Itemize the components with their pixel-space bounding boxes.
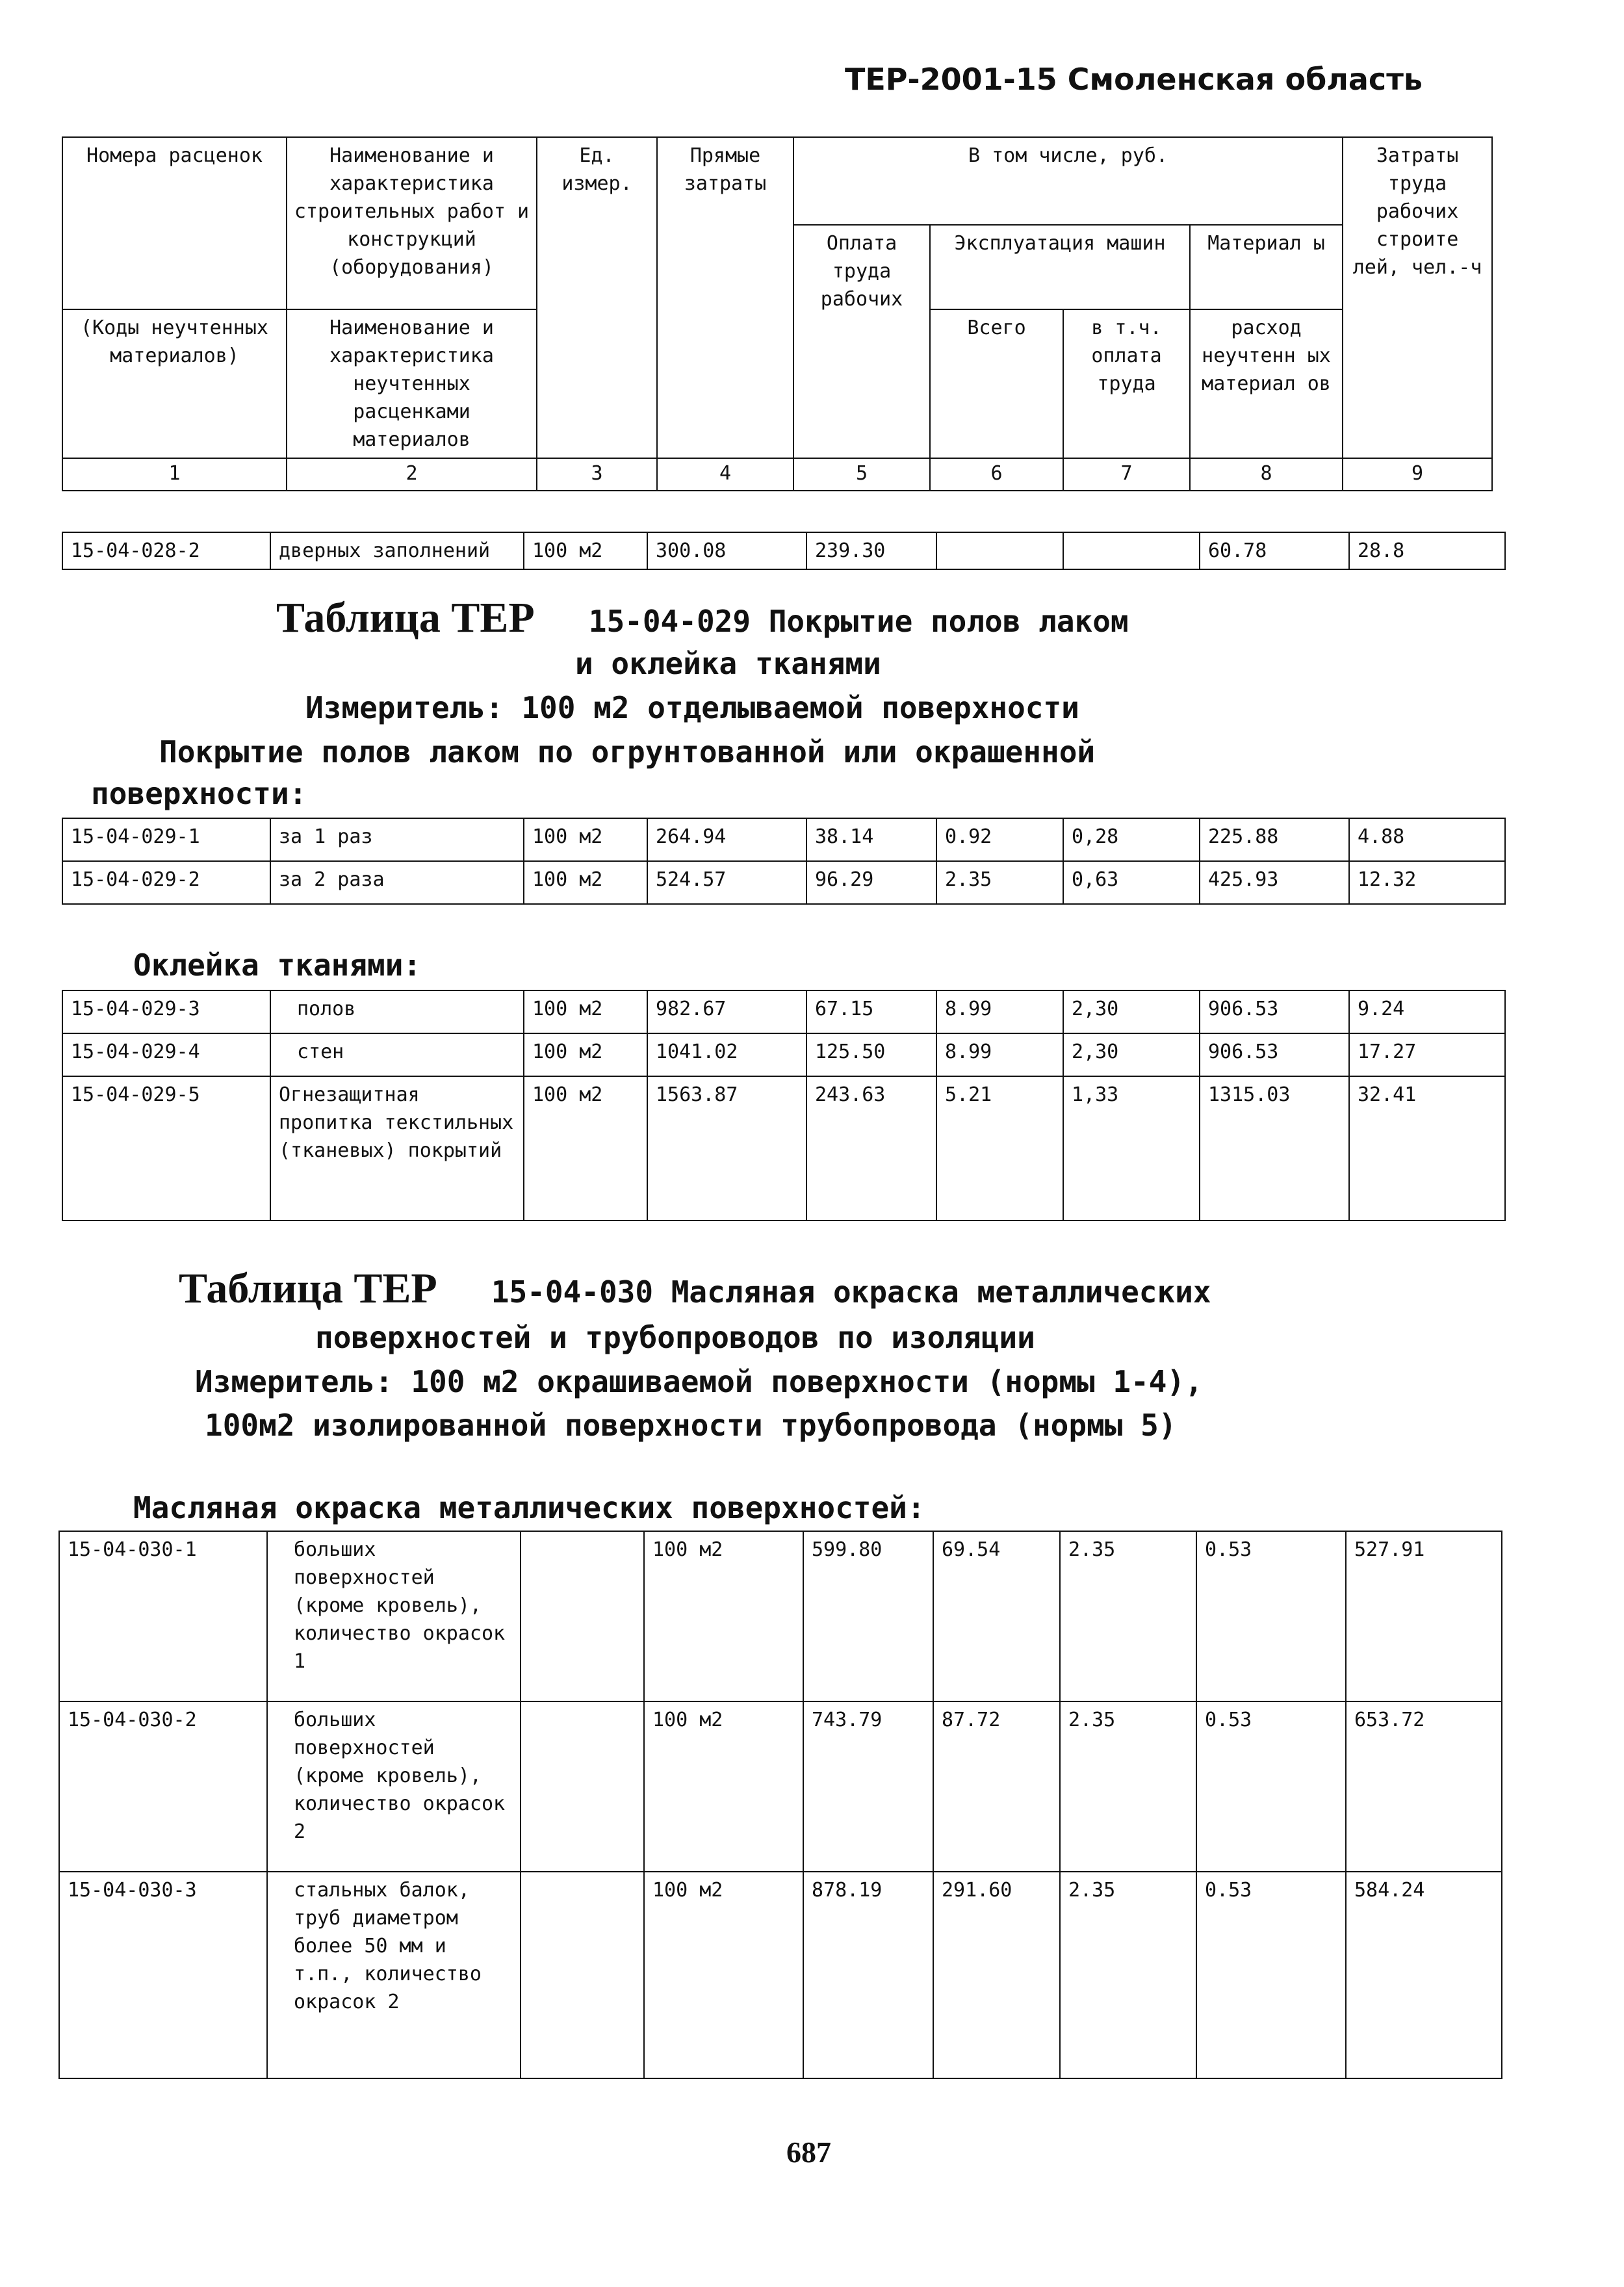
wages: 243.63 [806, 1076, 936, 1221]
labor-hours: 12.32 [1349, 861, 1505, 904]
table-030-measure1: Измеритель: 100 м2 окрашиваемой поверхности (нормы 1-4), [195, 1364, 1203, 1399]
table-029-section2: Оклейка тканями: [133, 948, 422, 983]
machines-total: 8.99 [936, 990, 1063, 1033]
machines-total: 5.21 [936, 1076, 1063, 1221]
table-029-title-line1: 15-04-029 Покрытие полов лаком [588, 604, 1129, 639]
rate-code: 15-04-030-3 [59, 1872, 267, 2078]
column-number: 5 [793, 458, 930, 491]
work-name: стальных балок, труб диаметром более 50 мм и т.п., количество окрасок 2 [267, 1872, 521, 2078]
wages: 38.14 [806, 818, 936, 861]
column-number: 3 [537, 458, 657, 491]
table-row [62, 1033, 1505, 1076]
wages: 69.54 [933, 1531, 1060, 1701]
wages: 125.50 [806, 1033, 936, 1076]
machines-wages: 2,30 [1063, 1033, 1200, 1076]
materials: 1315.03 [1200, 1076, 1349, 1221]
table-029-title-prefix: Таблица ТЕР [276, 594, 535, 641]
machines-wages: 0,28 [1063, 818, 1200, 861]
table-row [62, 861, 1505, 904]
direct-costs: 300.08 [647, 532, 806, 569]
materials: 527.91 [1346, 1531, 1502, 1701]
work-name: за 2 раза [270, 861, 524, 904]
header-materials: Материал ы [1190, 225, 1343, 309]
rate-code: 15-04-029-5 [62, 1076, 270, 1221]
header-labor-hours: Затраты труда рабочих строите лей, чел.-ч [1343, 137, 1492, 458]
column-number: 4 [657, 458, 793, 491]
work-name: стен [270, 1033, 524, 1076]
header-unit: Ед. измер. [537, 137, 657, 458]
rate-code: 15-04-028-2 [62, 532, 270, 569]
machines-total: 2.35 [936, 861, 1063, 904]
materials: 425.93 [1200, 861, 1349, 904]
materials: 584.24 [1346, 1872, 1502, 2078]
unit-measure: 100 м2 [644, 1531, 803, 1701]
wages: 291.60 [933, 1872, 1060, 2078]
materials: 225.88 [1200, 818, 1349, 861]
wages: 87.72 [933, 1701, 1060, 1872]
materials: 653.72 [1346, 1701, 1502, 1872]
table-030-title-line1: 15-04-030 Масляная окраска металлических [491, 1274, 1211, 1310]
table-029-section2-table [62, 990, 1506, 1221]
table-row [59, 1872, 1502, 2078]
machines-wages: 2,30 [1063, 990, 1200, 1033]
running-header: ТЕР-2001-15 Смоленская область [845, 62, 1423, 97]
materials: 906.53 [1200, 1033, 1349, 1076]
table-row [62, 818, 1505, 861]
direct-costs: 1563.87 [647, 1076, 806, 1221]
work-name: больших поверхностей (кроме кровель), количество окрасок 1 [267, 1531, 521, 1701]
header-material-codes: (Коды неучтенных материалов) [62, 309, 287, 458]
materials: 60.78 [1200, 532, 1349, 569]
unit-measure: 100 м2 [644, 1701, 803, 1872]
header-machines: Эксплуатация машин [930, 225, 1190, 309]
wages: 239.30 [806, 532, 936, 569]
unit [521, 1531, 644, 1701]
table-row [59, 1701, 1502, 1872]
header-rate-numbers: Номера расценок [62, 137, 287, 309]
labor-hours: 9.24 [1349, 990, 1505, 1033]
column-number: 7 [1063, 458, 1190, 491]
machines-wages: 0.53 [1196, 1872, 1346, 2078]
header-machines-total: Всего [930, 309, 1063, 458]
machines-total: 2.35 [1060, 1531, 1196, 1701]
unit: 100 м2 [524, 1033, 647, 1076]
header-unaccounted-materials: Наименование и характеристика неучтенных расценками материалов [287, 309, 537, 458]
table-030-title [179, 1267, 1211, 1313]
machines-wages: 1,33 [1063, 1076, 1200, 1221]
machines-wages [1063, 532, 1200, 569]
direct-costs: 743.79 [803, 1701, 933, 1872]
direct-costs: 264.94 [647, 818, 806, 861]
labor-hours: 17.27 [1349, 1033, 1505, 1076]
header-machines-wages: в т.ч. оплата труда [1063, 309, 1190, 458]
machines-wages: 0,63 [1063, 861, 1200, 904]
rate-code: 15-04-030-2 [59, 1701, 267, 1872]
rate-code: 15-04-029-3 [62, 990, 270, 1033]
column-header-table [62, 136, 1493, 491]
table-029-section1-line2: поверхности: [91, 776, 307, 811]
direct-costs: 599.80 [803, 1531, 933, 1701]
unit [521, 1872, 644, 2078]
rate-code: 15-04-029-4 [62, 1033, 270, 1076]
machines-wages: 0.53 [1196, 1701, 1346, 1872]
direct-costs: 524.57 [647, 861, 806, 904]
table-029-title-line2: и оклейка тканями [575, 646, 881, 681]
direct-costs: 982.67 [647, 990, 806, 1033]
header-including: В том числе, руб. [793, 137, 1343, 225]
work-name: полов [270, 990, 524, 1033]
table-row [62, 532, 1505, 569]
rate-code: 15-04-029-1 [62, 818, 270, 861]
work-name: за 1 раз [270, 818, 524, 861]
direct-costs: 878.19 [803, 1872, 933, 2078]
column-number: 1 [62, 458, 287, 491]
unit: 100 м2 [524, 990, 647, 1033]
work-name: дверных заполнений [270, 532, 524, 569]
table-030-section: Масляная окраска металлических поверхностей: [133, 1490, 925, 1525]
table-row [62, 1076, 1505, 1221]
labor-hours: 28.8 [1349, 532, 1505, 569]
header-direct-costs: Прямые затраты [657, 137, 793, 458]
machines-total: 8.99 [936, 1033, 1063, 1076]
machines-total: 2.35 [1060, 1872, 1196, 2078]
unit: 100 м2 [524, 861, 647, 904]
table-030-title-prefix: Таблица ТЕР [179, 1265, 437, 1312]
machines-total: 0.92 [936, 818, 1063, 861]
table-029-title [276, 594, 1129, 643]
column-number: 9 [1343, 458, 1492, 491]
column-number: 2 [287, 458, 537, 491]
work-name: больших поверхностей (кроме кровель), количество окрасок 2 [267, 1701, 521, 1872]
labor-hours: 4.88 [1349, 818, 1505, 861]
column-number: 6 [930, 458, 1063, 491]
rate-code: 15-04-029-2 [62, 861, 270, 904]
table-029-section1 [62, 818, 1506, 905]
unit-measure: 100 м2 [644, 1872, 803, 2078]
materials: 906.53 [1200, 990, 1349, 1033]
table-028-row [62, 532, 1506, 570]
table-row [62, 990, 1505, 1033]
work-name: Огнезащитная пропитка текстильных (тканевых) покрытий [270, 1076, 524, 1221]
unit [521, 1701, 644, 1872]
machines-wages: 0.53 [1196, 1531, 1346, 1701]
unit: 100 м2 [524, 1076, 647, 1221]
table-030-table [58, 1531, 1502, 2079]
direct-costs: 1041.02 [647, 1033, 806, 1076]
page-number: 687 [786, 2136, 831, 2169]
table-029-measure: Измеритель: 100 м2 отделываемой поверхности [305, 690, 1079, 725]
machines-total: 2.35 [1060, 1701, 1196, 1872]
unit: 100 м2 [524, 532, 647, 569]
table-029-section1-line1: Покрытие полов лаком по огрунтованной или окрашенной [159, 734, 1096, 769]
labor-hours: 32.41 [1349, 1076, 1505, 1221]
unit: 100 м2 [524, 818, 647, 861]
table-030-title-line2: поверхностей и трубопроводов по изоляции [315, 1320, 1035, 1355]
header-work-name: Наименование и характеристика строительных работ и конструкций (оборудования) [287, 137, 537, 309]
wages: 67.15 [806, 990, 936, 1033]
machines-total [936, 532, 1063, 569]
table-030-measure2: 100м2 изолированной поверхности трубопровода (нормы 5) [205, 1408, 1177, 1443]
header-wages: Оплата труда рабочих [793, 225, 930, 458]
rate-code: 15-04-030-1 [59, 1531, 267, 1701]
header-material-usage: расход неучтенн ых материал ов [1190, 309, 1343, 458]
column-number: 8 [1190, 458, 1343, 491]
table-row [59, 1531, 1502, 1701]
wages: 96.29 [806, 861, 936, 904]
